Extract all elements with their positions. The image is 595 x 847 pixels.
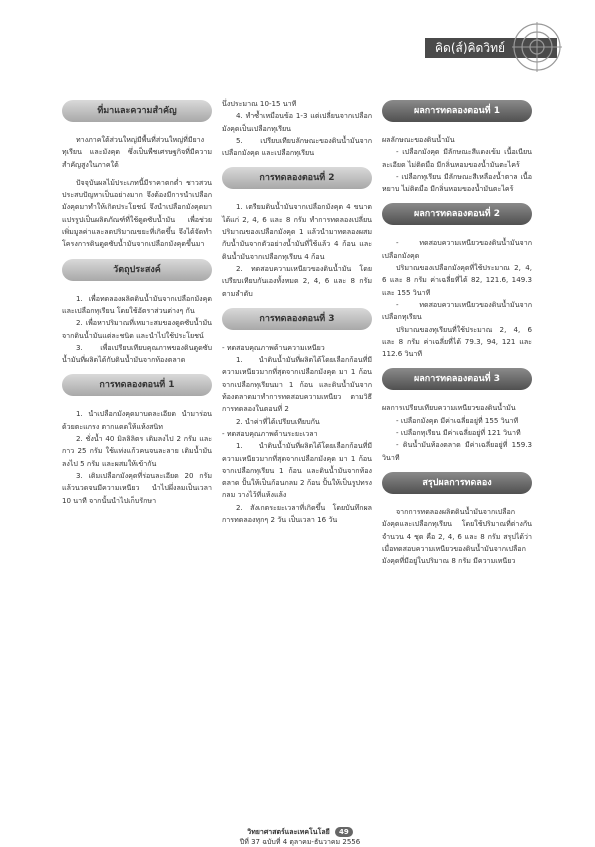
list-item: - เปลือกมังคุด มีค่าเฉลี่ยอยู่ที่ 155 วินาที bbox=[396, 415, 519, 425]
list-item: 1. นำเปลือกมังคุดมาบดละเอียด นำมาร่อนด้วยตะแกรง ตากแดดให้แห้งสนิท bbox=[62, 409, 212, 431]
list-item: 1. เตรียมดินน้ำมันจากเปลือกมังคุด 4 ขนาด ได้แก่ 2, 4, 6 และ 8 กรัม ทำการทดลองเปลี่ยนปริมาณของเปลือกมังคุด 1 แล้วนำมาทดลองผสมกับน้ำมันจากตัวอย่างน้ำมันที่ใช้แล้ว 4 ก้อน และดินน้ำมันจากเปลือกทุเรียน 4 ก้อน bbox=[222, 202, 372, 261]
paragraph: จากการทดลองผลิตดินน้ำมันจากเปลือกมังคุดและเปลือกทุเรียน โดยใช้ปริมาณที่ต่างกัน จำนวน 4 ชุด คือ 2, 4, 6 และ 8 กรัม สรุปได้ว่า เมื่อทดสอบความเหนียวของดินน้ำมันจากเปลือกมังคุดที่มีอยู่ในปริมาณ 8 กรัม มีความเหนียว bbox=[382, 506, 532, 566]
subheading: - ทดสอบคุณภาพด้านระยะเวลา bbox=[222, 428, 318, 438]
section-header-res3: ผลการทดลองตอนที่ 3 bbox=[382, 368, 532, 390]
list-item: 2. นำค่าที่ได้เปรียบเทียบกัน bbox=[236, 416, 320, 426]
section-header-background: ที่มาและความสำคัญ bbox=[62, 100, 212, 122]
list-item: 4. ทำซ้ำเหมือนข้อ 1-3 แต่เปลี่ยนจากเปลือกมังคุดเป็นเปลือกทุเรียน bbox=[222, 111, 372, 133]
paragraph: ผลลักษณะของดินน้ำมัน bbox=[382, 135, 455, 144]
list-item: 1. นำดินน้ำมันที่ผลิตได้โดยเลือกก้อนที่มีความเหนียวมากที่สุดจากเปลือกมังคุด มา 1 ก้อน จากเปลือกทุเรียนมา 1 ก้อน และดินน้ำมันจากท้องตลาดมาทำการทดสอบความเหนียว ตามวิธีการทดลองในตอนที่ 2 bbox=[222, 355, 372, 414]
target-logo-icon bbox=[512, 22, 562, 72]
column-middle bbox=[222, 98, 372, 526]
issue-info: ปีที่ 37 ฉบับที่ 4 ตุลาคม-ธันวาคม 2556 bbox=[239, 838, 361, 846]
list-item: 2. สังเกตระยะเวลาที่เกิดขึ้น โดยบันทึกผลการทดลองทุกๆ 2 วัน เป็นเวลา 16 วัน bbox=[222, 502, 372, 525]
list-item: 1. นำดินน้ำมันที่ผลิตได้โดยเลือกก้อนที่มีความเหนียวมากที่สุดจากเปลือกมังคุด มา 1 ก้อน จากเปลือกทุเรียน 1 ก้อน และดินน้ำมันจากท้องตลาด ปั้นให้เป็นก้อนกลม 2 ก้อน ปั้นให้เป็นรูปทรงกลม วางไว้ที่แห้งแล้ง bbox=[222, 441, 373, 500]
list-item: - เปลือกทุเรียน มีค่าเฉลี่ยอยู่ที่ 121 วินาที bbox=[396, 428, 521, 438]
list-item: ปริมาณของทุเรียนที่ใช้ประมาณ 2, 4, 6 และ 8 กรัม ค่าเฉลี่ยที่ได้ 79.3, 94, 121 และ 112.6 วินาที bbox=[382, 324, 532, 359]
section-header-res1: ผลการทดลองตอนที่ 1 bbox=[382, 100, 532, 122]
list-item: 1. เพื่อทดลองผลิตดินน้ำมันจากเปลือกมังคุดและเปลือกทุเรียน โดยใช้อัตราส่วนต่างๆ กัน bbox=[62, 293, 212, 315]
section-header-objectives: วัตถุประสงค์ bbox=[62, 259, 212, 281]
section-header-exp1: การทดลองตอนที่ 1 bbox=[62, 374, 212, 396]
page-number: 49 bbox=[335, 827, 353, 837]
list-item: - ดินน้ำมันท้องตลาด มีค่าเฉลี่ยอยู่ที่ 159.3 วินาที bbox=[382, 440, 532, 462]
column-right bbox=[382, 92, 532, 567]
list-item: - ทดสอบความเหนียวของดินน้ำมันจากเปลือกมังคุด bbox=[382, 238, 532, 260]
page-title: คิด(ส์)คิดวิทย์ bbox=[425, 38, 557, 58]
page-footer bbox=[200, 827, 400, 847]
journal-name: วิทยาศาสตร์และเทคโนโลยี bbox=[247, 828, 330, 836]
subheading: - ทดสอบคุณภาพด้านความเหนียว bbox=[222, 342, 325, 352]
paragraph: นึ่งประมาณ 10-15 นาที bbox=[222, 99, 297, 108]
list-item: - เปลือกมังคุด มีลักษณะสีแดงเข้ม เนื้อเนียนละเอียด ไม่ติดมือ มีกลิ่นหอมของน้ำมันตะไคร้ bbox=[382, 147, 532, 169]
list-item: 2. ทดสอบความเหนียวของดินน้ำมัน โดยเปรียบเทียบกันเองทั้งหมด 2, 4, 6 และ 8 กรัม ตามลำดับ bbox=[222, 263, 372, 298]
column-left bbox=[62, 92, 212, 507]
section-header-res2: ผลการทดลองตอนที่ 2 bbox=[382, 203, 532, 225]
list-item: - เปลือกทุเรียน มีลักษณะสีเหลืองน้ำตาล เนื้อหยาบ ไม่ติดมือ มีกลิ่นหอมของน้ำมันตะไคร้ bbox=[382, 171, 532, 194]
list-item: 2. เพื่อหาปริมาณที่เหมาะสมของดูดซับน้ำมันจากดินน้ำมันแต่ละชนิด และนำไปใช้ประโยชน์ bbox=[62, 318, 212, 340]
list-item: 3. เติมเปลือกมังคุดที่ร่อนละเอียด 20 กรัม แล้วนวดจนมีความเหนียว นำไปผึ่งลมเป็นเวลา 10 นาที จากนั้นนำไปเก็บรักษา bbox=[62, 470, 212, 505]
paragraph: ผลการเปรียบเทียบความเหนียวของดินน้ำมัน bbox=[382, 403, 516, 413]
paragraph: ปัจจุบันผลไม้ประเภทนี้มีราคาตกต่ำ ชาวสวนประสบปัญหาเป็นอย่างมาก จึงต้องมีการนำเปลือกมังคุดมาทำให้เกิดประโยชน์ จึงนำเปลือกมังคุดมาแปรรูปเป็นผลิตภัณฑ์ที่ใช้ดูดซับน้ำมัน เพื่อช่วยเพิ่มมูลค่าและลดปริมาณขยะที่เกิดขึ้น จึงได้จัดทำโครงการดินดูดซับน้ำมันจากเปลือกมังคุดขึ้นมา bbox=[62, 177, 212, 249]
list-item: 5. เปรียบเทียบลักษณะของดินน้ำมันจากเปลือกมังคุด และเปลือกทุเรียน bbox=[222, 135, 372, 158]
paragraph: ทางภาคใต้ส่วนใหญ่มีพื้นที่ส่วนใหญ่ที่มียาง ทุเรียน และมังคุด ซึ่งเป็นพืชเศรษฐกิจที่มีความสำคัญสูงในภาคใต้ bbox=[62, 135, 212, 169]
section-header-exp3: การทดลองตอนที่ 3 bbox=[222, 308, 372, 330]
section-header-summary: สรุปผลการทดลอง bbox=[382, 472, 532, 494]
list-item: 3. เพื่อเปรียบเทียบคุณภาพของดินดูดซับน้ำมันที่ผลิตได้กับดินน้ำมันจากท้องตลาด bbox=[62, 342, 212, 365]
section-header-exp2: การทดลองตอนที่ 2 bbox=[222, 167, 372, 189]
footer-journal-line bbox=[200, 827, 400, 837]
list-item: - ทดสอบความเหนียวของดินน้ำมันจากเปลือกทุเรียน bbox=[382, 299, 532, 322]
list-item: 2. ชั่งน้ำ 40 มิลลิลิตร เติมลงไป 2 กรัม และกาว 25 กรัม ใช้แท่งแก้วคนจนละลาย เติมน้ำมันลงไป 5 กรัม และผสมให้เข้ากัน bbox=[62, 434, 212, 468]
list-item: ปริมาณของเปลือกมังคุดที่ใช้ประมาณ 2, 4, 6 และ 8 กรัม ค่าเฉลี่ยที่ได้ 82, 121.6, 149.3 และ 155 วินาที bbox=[382, 263, 532, 297]
